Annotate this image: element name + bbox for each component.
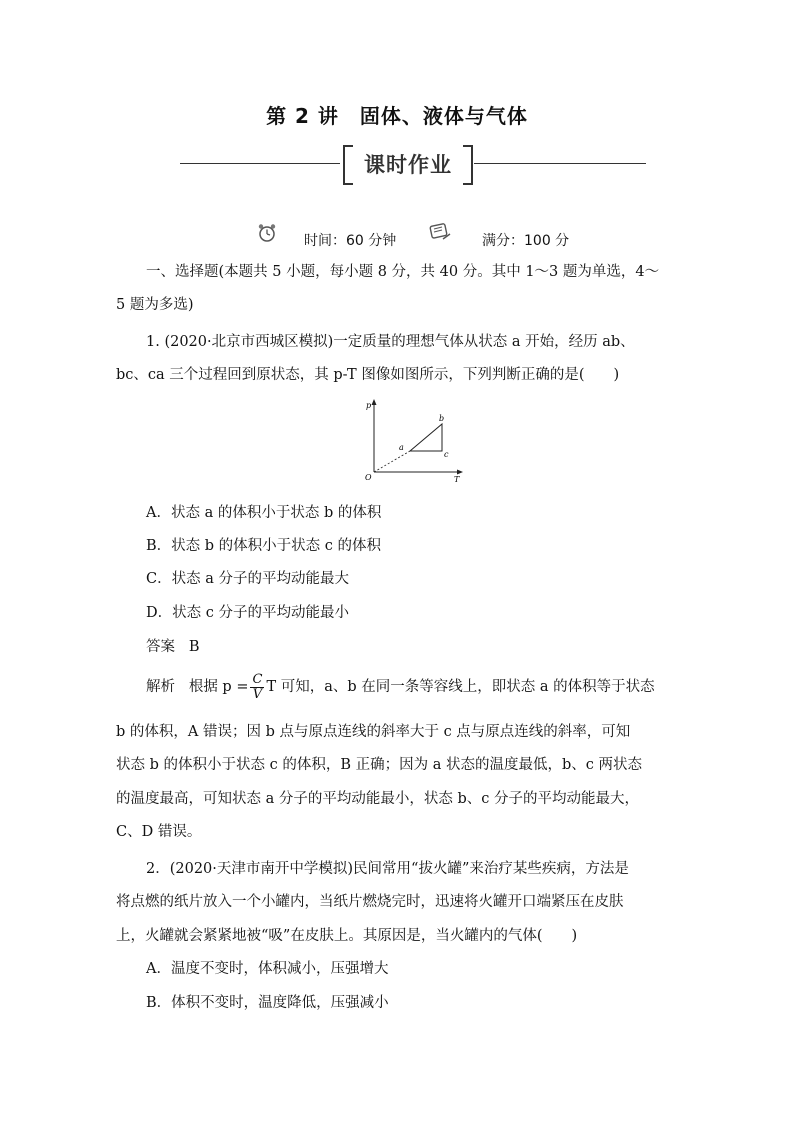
q1-answer <box>146 631 706 664</box>
full-score: 满分：100 分 <box>482 233 570 249</box>
q1-analysis-line4: 的温度最高，可知状态 a 分子的平均动能最小，状态 b、c 分子的平均动能最大， <box>116 791 639 807</box>
banner-text: 课时作业 <box>364 153 452 177</box>
banner-rule-right <box>474 163 646 164</box>
analysis-label: 解析 <box>146 679 175 695</box>
point-c-label: c <box>444 450 449 459</box>
banner-box <box>343 145 473 181</box>
clock-icon <box>256 222 278 244</box>
q1-option-b: B．状态 b 的体积小于状态 c 的体积 <box>146 538 381 554</box>
formula-fraction <box>250 673 264 702</box>
q1-analysis-line3: 状态 b 的体积小于状态 c 的体积，B 正确；因为 a 状态的温度最低，b、c 两状态 <box>116 757 642 773</box>
fraction-denominator: V <box>252 686 263 702</box>
section-banner <box>180 143 646 183</box>
q1-option-a: A．状态 a 的体积小于状态 b 的体积 <box>146 505 382 521</box>
point-b-label: b <box>439 414 445 423</box>
fraction-numerator: C <box>252 671 263 687</box>
answer-label: 答案 <box>146 639 175 655</box>
q1-analysis-line5: C、D 错误。 <box>116 824 202 840</box>
q2-stem-line2: 将点燃的纸片放入一个小罐内，当纸片燃烧完时，迅速将火罐开口端紧压在皮肤 <box>116 894 624 910</box>
score-icon <box>428 222 452 242</box>
time-limit: 时间：60 分钟 <box>304 233 397 249</box>
pt-graph <box>360 396 470 486</box>
page-title: 第 2 讲 固体、液体与气体 <box>266 104 528 128</box>
origin-label: O <box>365 473 372 482</box>
analysis-pre: 根据 p = <box>188 679 249 695</box>
q2-option-b: B．体积不变时，温度降低，压强减小 <box>146 995 389 1011</box>
q1-analysis-line2: b 的体积，A 错误；因 b 点与原点连线的斜率大于 c 点与原点连线的斜率，可知 <box>116 724 631 740</box>
q1-stem-line1: 1. (2020·北京市西城区模拟)一定质量的理想气体从状态 a 开始，经历 ab、 <box>146 334 635 350</box>
analysis-post: T 可知，a、b 在同一条等容线上，即状态 a 的体积等于状态 <box>266 679 655 695</box>
section-heading-line2: 5 题为多选) <box>116 297 194 313</box>
banner-rule-left <box>180 163 340 164</box>
q1-analysis-line1 <box>146 671 706 704</box>
axis-t-label: T <box>454 475 460 484</box>
q2-option-a: A．温度不变时，体积减小，压强增大 <box>146 961 389 977</box>
q1-option-d: D．状态 c 分子的平均动能最小 <box>146 605 349 621</box>
q2-stem-line3: 上，火罐就会紧紧地被“吸”在皮肤上。其原因是，当火罐内的气体( ) <box>116 928 578 944</box>
q2-stem-line1: 2．(2020·天津市南开中学模拟)民间常用“拔火罐”来治疗某些疾病，方法是 <box>146 861 629 877</box>
axis-p-label: p <box>366 401 372 410</box>
q1-option-c: C．状态 a 分子的平均动能最大 <box>146 571 349 587</box>
section-heading-line1: 一、选择题(本题共 5 小题，每小题 8 分，共 40 分。其中 1～3 题为单选，4～ <box>146 264 660 280</box>
q1-stem-line2: bc、ca 三个过程回到原状态，其 p-T 图像如图所示，下列判断正确的是( ) <box>116 367 620 383</box>
point-a-label: a <box>399 443 404 452</box>
answer-value: B <box>188 639 200 655</box>
